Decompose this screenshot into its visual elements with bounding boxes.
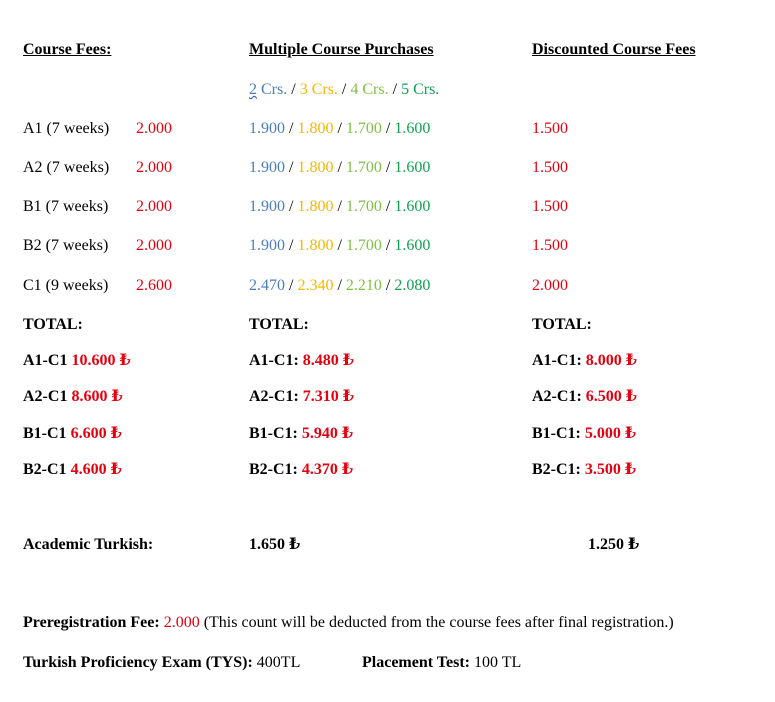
course-fee: 2.000	[136, 198, 172, 215]
course-label: C1 (9 weeks)	[23, 277, 109, 294]
total-label-discounted: TOTAL:	[532, 316, 592, 333]
total-amount: 8.600 ₺	[71, 388, 123, 405]
price-4-crs: 2.210	[345, 277, 382, 294]
total-range-label: A1-C1:	[249, 352, 303, 369]
price-2-crs: 1.900	[249, 237, 285, 254]
course-label: A2 (7 weeks)	[23, 159, 110, 176]
total-range-label: B2-C1:	[532, 461, 585, 478]
total-discounted-row	[532, 424, 636, 444]
course-fee: 2.000	[136, 237, 172, 254]
course-label: A1 (7 weeks)	[23, 120, 110, 137]
price-4-crs: 1.700	[345, 237, 382, 254]
academic-turkish-multiple: 1.650 ₺	[249, 536, 301, 553]
price-3-crs: 1.800	[297, 159, 334, 176]
multi-course-prices: 1.900 / 1.800 / 1.700 / 1.600	[249, 237, 431, 254]
total-range-label: A2-C1:	[249, 388, 303, 405]
course-label: B1 (7 weeks)	[23, 198, 109, 215]
total-course-row	[23, 424, 122, 444]
price-3-crs: 1.800	[297, 198, 334, 215]
total-multiple-row	[249, 351, 354, 371]
total-range-label: B2-C1:	[249, 461, 302, 478]
price-3-crs: 1.800	[297, 237, 334, 254]
total-range-label: A2-C1:	[532, 388, 586, 405]
multi-course-prices: 1.900 / 1.800 / 1.700 / 1.600	[249, 159, 431, 176]
total-discounted-row	[532, 351, 637, 371]
price-5-crs: 1.600	[394, 159, 431, 176]
total-multiple-row	[249, 424, 353, 444]
prereg-value: 2.000	[163, 614, 200, 631]
total-amount: 5.940 ₺	[301, 425, 354, 442]
price-3-crs: 2.340	[297, 277, 334, 294]
price-3-crs: 1.800	[297, 120, 334, 137]
total-amount: 7.310 ₺	[302, 388, 354, 405]
total-range-label: B1-C1:	[249, 425, 302, 442]
discounted-fee: 1.500	[532, 198, 568, 215]
total-range-label: B1-C1	[23, 425, 71, 442]
header-discounted-course-fees: Discounted Course Fees	[532, 41, 696, 58]
price-5-crs: 1.600	[394, 120, 431, 137]
total-course-row	[23, 460, 122, 480]
total-range-label: B1-C1:	[532, 425, 585, 442]
legend-4-crs: 4 Crs.	[350, 81, 389, 98]
price-5-crs: 2.080	[394, 277, 431, 294]
header-multiple-course-purchases: Multiple Course Purchases	[249, 41, 434, 58]
preregistration-fee	[23, 613, 674, 633]
total-label-multiple: TOTAL:	[249, 316, 309, 333]
multi-course-prices: 2.470 / 2.340 / 2.210 / 2.080	[249, 277, 431, 294]
price-5-crs: 1.600	[394, 198, 431, 215]
tys-exam	[23, 653, 300, 673]
total-amount: 4.370 ₺	[301, 461, 354, 478]
legend-5-crs: 5 Crs.	[401, 81, 440, 98]
total-discounted-row	[532, 387, 637, 407]
price-2-crs: 1.900	[249, 198, 285, 215]
prereg-label: Preregistration Fee:	[23, 614, 160, 631]
header-course-fees: Course Fees:	[23, 41, 112, 58]
total-range-label: B2-C1	[23, 461, 71, 478]
price-4-crs: 1.700	[345, 198, 382, 215]
total-course-row	[23, 351, 131, 371]
total-multiple-row	[249, 460, 353, 480]
legend-2-crs: 2 Crs.	[249, 81, 288, 98]
total-amount: 6.500 ₺	[585, 388, 637, 405]
total-amount: 4.600 ₺	[70, 461, 122, 478]
total-amount: 8.480 ₺	[302, 352, 354, 369]
price-2-crs: 1.900	[249, 120, 285, 137]
tys-label: Turkish Proficiency Exam (TYS):	[23, 654, 253, 671]
academic-turkish-discounted: 1.250 ₺	[588, 536, 640, 553]
legend-3-crs: 3 Crs.	[299, 81, 338, 98]
total-multiple-row	[249, 387, 354, 407]
multi-course-prices: 1.900 / 1.800 / 1.700 / 1.600	[249, 198, 431, 215]
total-amount: 3.500 ₺	[584, 461, 637, 478]
price-5-crs: 1.600	[394, 237, 431, 254]
discounted-fee: 1.500	[532, 237, 568, 254]
total-course-row	[23, 387, 123, 407]
total-amount: 5.000 ₺	[584, 425, 637, 442]
prereg-note: (This count will be deducted from the course fees after final registration.)	[203, 614, 674, 631]
total-discounted-row	[532, 460, 636, 480]
placement-value: 100 TL	[473, 654, 522, 671]
total-amount: 8.000 ₺	[585, 352, 637, 369]
course-fee: 2.000	[136, 120, 172, 137]
discounted-fee: 2.000	[532, 277, 568, 294]
course-fee: 2.600	[136, 277, 172, 294]
placement-label: Placement Test:	[362, 654, 470, 671]
price-4-crs: 1.700	[345, 120, 382, 137]
tys-value: 400TL	[256, 654, 301, 671]
total-amount: 6.600 ₺	[70, 425, 122, 442]
total-range-label: A1-C1:	[532, 352, 586, 369]
price-2-crs: 1.900	[249, 159, 285, 176]
total-range-label: A1-C1	[23, 352, 72, 369]
price-4-crs: 1.700	[345, 159, 382, 176]
discounted-fee: 1.500	[532, 159, 568, 176]
discounted-fee: 1.500	[532, 120, 568, 137]
total-label-course: TOTAL:	[23, 316, 83, 333]
total-amount: 10.600 ₺	[71, 352, 131, 369]
course-label: B2 (7 weeks)	[23, 237, 109, 254]
course-fee: 2.000	[136, 159, 172, 176]
price-2-crs: 2.470	[249, 277, 285, 294]
placement-test	[362, 653, 521, 673]
total-range-label: A2-C1	[23, 388, 72, 405]
academic-turkish-label: Academic Turkish:	[23, 536, 154, 553]
multi-course-prices: 1.900 / 1.800 / 1.700 / 1.600	[249, 120, 431, 137]
course-count-legend: 2 Crs. / 3 Crs. / 4 Crs. / 5 Crs.	[249, 81, 440, 98]
